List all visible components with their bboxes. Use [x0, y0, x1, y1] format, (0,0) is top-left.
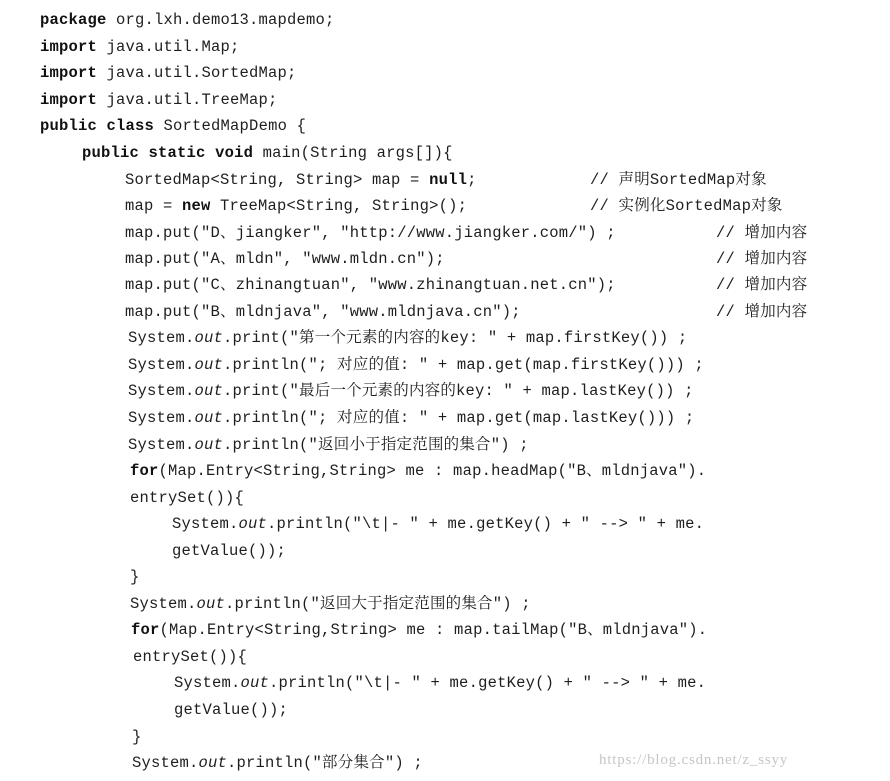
code-field: out — [194, 382, 224, 400]
code-text: System. — [174, 674, 241, 692]
code-keyword: for — [131, 621, 160, 639]
code-comment: // 增加内容 — [716, 303, 808, 321]
code-line — [40, 37, 240, 57]
code-line — [125, 302, 521, 322]
code-keyword: import — [40, 64, 98, 82]
code-text: java.util.TreeMap; — [97, 91, 278, 109]
code-line — [132, 727, 142, 747]
code-keyword: class — [106, 117, 155, 135]
code-text: entrySet()){ — [130, 489, 245, 507]
code-comment: // 增加内容 — [716, 224, 808, 242]
code-text: (Map.Entry<String,String> me : map.headMap("B、mldnjava"). — [158, 462, 707, 480]
code-text — [139, 144, 149, 162]
code-text: .print("最后一个元素的内容的key: " + map.lastKey()) ; — [223, 382, 694, 400]
code-line — [174, 700, 288, 720]
code-line — [172, 514, 704, 534]
code-text: .println("; 对应的值: " + map.get(map.lastKey())) ; — [223, 409, 695, 427]
code-line — [128, 381, 694, 401]
code-text: map.put("C、zhinangtuan", "www.zhinangtuan.net.cn"); — [125, 276, 616, 294]
code-text — [97, 117, 107, 135]
code-keyword: void — [215, 144, 254, 162]
code-text: java.util.SortedMap; — [97, 64, 297, 82]
code-text: System. — [172, 515, 239, 533]
code-line — [128, 435, 529, 455]
code-text: getValue()); — [174, 701, 289, 719]
code-line — [132, 753, 423, 773]
code-text: java.util.Map; — [97, 38, 240, 56]
code-text: SortedMap<String, String> map = — [125, 171, 430, 189]
code-text: .println("\t|- " + me.getKey() + " --> " + me. — [267, 515, 705, 533]
watermark-url: https://blog.csdn.net/z_ssyy — [599, 752, 789, 768]
code-line — [40, 10, 335, 30]
code-keyword: static — [148, 144, 206, 162]
code-comment: // 声明SortedMap对象 — [590, 171, 767, 189]
code-text: System. — [128, 409, 195, 427]
code-text: .println("部分集合") ; — [227, 754, 423, 772]
code-line — [130, 461, 706, 481]
code-field: out — [194, 409, 224, 427]
code-line — [125, 170, 477, 190]
code-text: map.put("D、jiangker", "http://www.jiangker.com/") ; — [125, 224, 616, 242]
code-line — [128, 328, 687, 348]
code-field: out — [194, 356, 224, 374]
code-line — [131, 620, 707, 640]
code-keyword: package — [40, 11, 107, 29]
code-text: (Map.Entry<String,String> me : map.tailMap("B、mldnjava"). — [159, 621, 708, 639]
code-line — [128, 355, 704, 375]
code-keyword: null — [429, 171, 468, 189]
code-text: map = — [125, 197, 183, 215]
code-keyword: for — [130, 462, 159, 480]
code-line — [174, 673, 706, 693]
code-text: TreeMap<String, String>(); — [210, 197, 468, 215]
code-text: entrySet()){ — [133, 648, 248, 666]
code-keyword: public — [40, 117, 98, 135]
code-text: .print("第一个元素的内容的key: " + map.firstKey()) ; — [223, 329, 688, 347]
code-text: main(String args[]){ — [253, 144, 453, 162]
code-text: System. — [132, 754, 199, 772]
code-keyword: public — [82, 144, 140, 162]
code-line — [40, 63, 297, 83]
code-line — [125, 249, 445, 269]
code-text: System. — [130, 595, 197, 613]
code-text: System. — [128, 382, 195, 400]
code-text: .println("\t|- " + me.getKey() + " --> " + me. — [269, 674, 707, 692]
code-text: ; — [467, 171, 477, 189]
code-line — [130, 567, 140, 587]
code-text: .println("返回大于指定范围的集合") ; — [225, 595, 531, 613]
code-field: out — [198, 754, 228, 772]
code-line — [40, 116, 306, 136]
code-text: SortedMapDemo { — [154, 117, 307, 135]
code-field: out — [194, 436, 224, 454]
code-comment: // 增加内容 — [716, 276, 808, 294]
code-line — [133, 647, 247, 667]
code-field: out — [238, 515, 268, 533]
code-keyword: new — [182, 197, 211, 215]
code-text: map.put("B、mldnjava", "www.mldnjava.cn"); — [125, 303, 521, 321]
code-line — [130, 594, 531, 614]
code-text: System. — [128, 436, 195, 454]
code-line — [172, 541, 286, 561]
code-text: .println("; 对应的值: " + map.get(map.firstKey())) ; — [223, 356, 704, 374]
code-line — [125, 223, 616, 243]
code-comment: // 实例化SortedMap对象 — [590, 197, 783, 215]
code-text: System. — [128, 356, 195, 374]
code-field: out — [240, 674, 270, 692]
code-line — [82, 143, 453, 163]
code-text: map.put("A、mldn", "www.mldn.cn"); — [125, 250, 445, 268]
code-field: out — [196, 595, 226, 613]
code-field: out — [194, 329, 224, 347]
code-text: } — [132, 728, 142, 746]
code-comment: // 增加内容 — [716, 250, 808, 268]
code-keyword: import — [40, 38, 98, 56]
code-text: org.lxh.demo13.mapdemo; — [106, 11, 335, 29]
code-line — [128, 408, 694, 428]
code-text: } — [130, 568, 140, 586]
code-line — [125, 196, 467, 216]
code-text: System. — [128, 329, 195, 347]
code-line — [130, 488, 244, 508]
code-text: getValue()); — [172, 542, 287, 560]
code-text: .println("返回小于指定范围的集合") ; — [223, 436, 529, 454]
code-line — [40, 90, 278, 110]
code-line — [125, 275, 616, 295]
code-text — [206, 144, 216, 162]
code-keyword: import — [40, 91, 98, 109]
